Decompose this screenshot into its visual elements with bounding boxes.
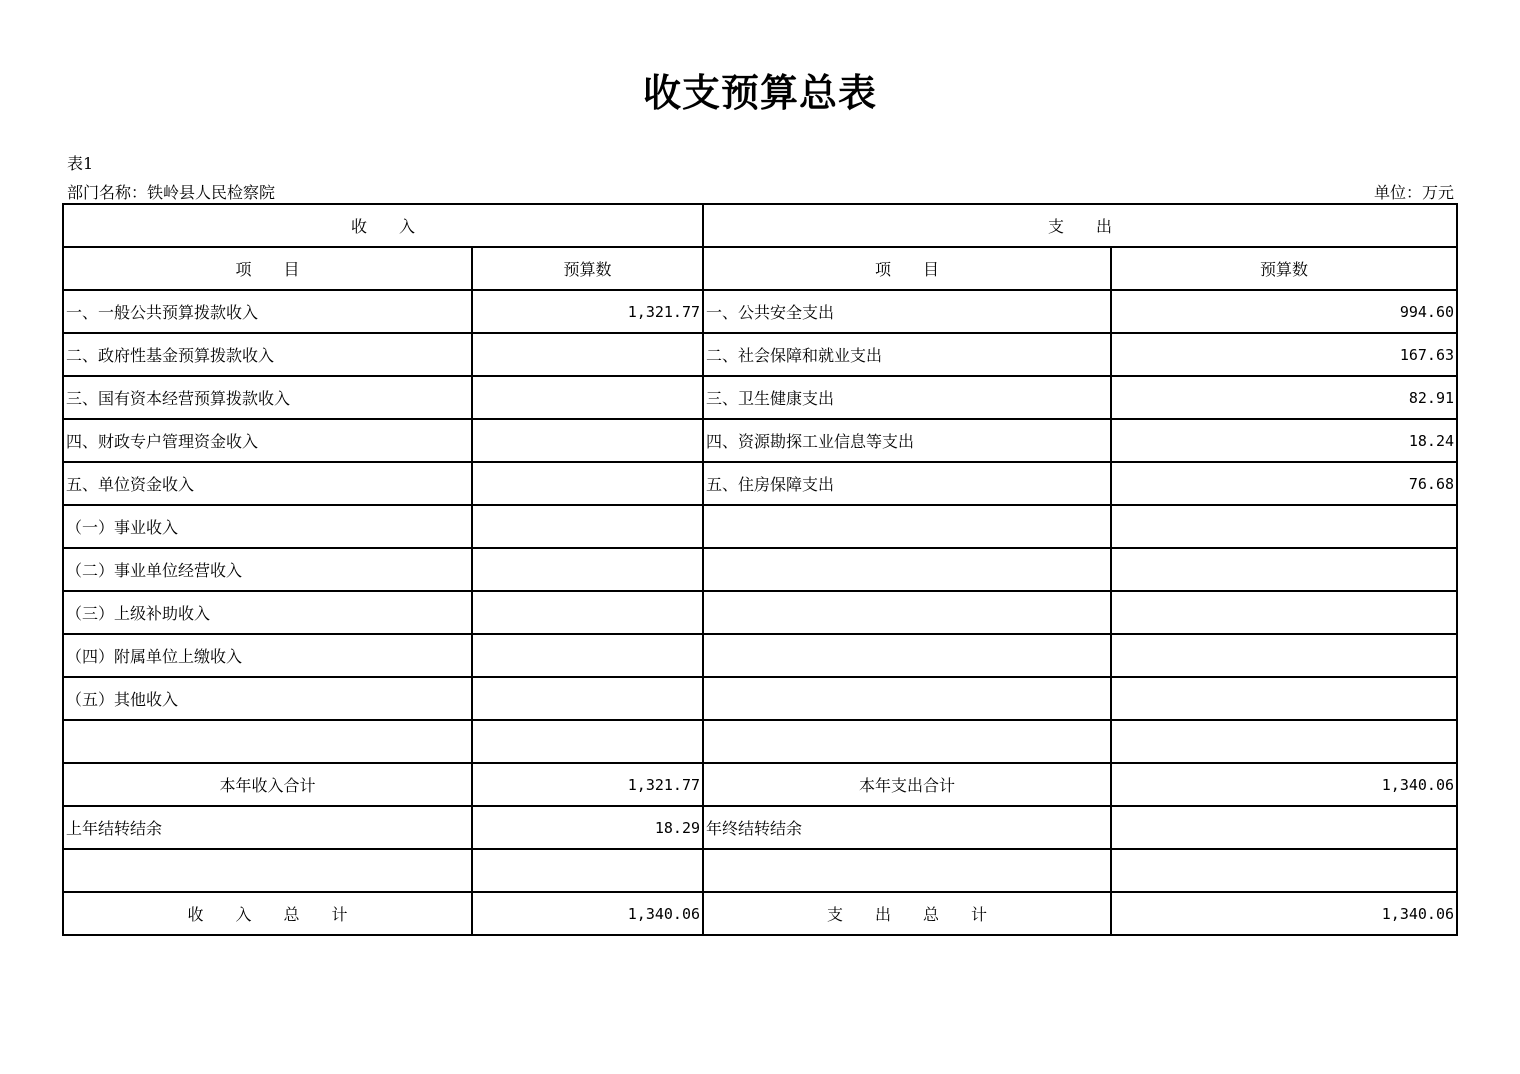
table-row-4 [63, 419, 1457, 462]
expense-item-cell [703, 591, 1111, 634]
expense-value-cell [1111, 677, 1457, 720]
expense-item-cell [703, 720, 1111, 763]
income-item-cell: 上年结转结余 [63, 806, 472, 849]
income-value-cell [472, 505, 703, 548]
income-item-cell: （四）附属单位上缴收入 [63, 634, 472, 677]
expense-item-cell: 年终结转结余 [703, 806, 1111, 849]
income-item-cell: （三）上级补助收入 [63, 591, 472, 634]
income-item-cell: 四、财政专户管理资金收入 [63, 419, 472, 462]
income-value-cell [472, 333, 703, 376]
income-budget-header: 预算数 [472, 247, 703, 290]
expense-value-cell: 167.63 [1111, 333, 1457, 376]
income-item-cell: 三、国有资本经营预算拨款收入 [63, 376, 472, 419]
income-value-cell: 1,321.77 [472, 290, 703, 333]
expense-budget-header: 预算数 [1111, 247, 1457, 290]
table-row-11 [63, 720, 1457, 763]
income-value-cell [472, 677, 703, 720]
income-header: 收 入 [63, 204, 703, 247]
table-row-blank [63, 849, 1457, 892]
department-name: 部门名称：铁岭县人民检察院 [67, 183, 276, 202]
expense-item-header: 项 目 [703, 247, 1111, 290]
expense-value-cell: 82.91 [1111, 376, 1457, 419]
expense-value-cell: 1,340.06 [1111, 892, 1457, 935]
unit-label: 单位：万元 [1373, 183, 1454, 202]
income-value-cell [472, 720, 703, 763]
income-item-cell: 一、一般公共预算拨款收入 [63, 290, 472, 333]
income-item-cell: 收 入 总 计 [63, 892, 472, 935]
expense-value-cell [1111, 806, 1457, 849]
income-item-cell: （五）其他收入 [63, 677, 472, 720]
expense-header: 支 出 [703, 204, 1457, 247]
expense-item-cell [703, 677, 1111, 720]
expense-value-cell [1111, 720, 1457, 763]
table-row-1 [63, 290, 1457, 333]
expense-item-cell [703, 505, 1111, 548]
table-row-10 [63, 677, 1457, 720]
income-item-cell: （二）事业单位经营收入 [63, 548, 472, 591]
expense-value-cell [1111, 548, 1457, 591]
expense-item-cell: 二、社会保障和就业支出 [703, 333, 1111, 376]
section-header-row [63, 204, 1457, 247]
income-value-cell: 18.29 [472, 806, 703, 849]
expense-value-cell [1111, 849, 1457, 892]
income-item-cell [63, 720, 472, 763]
income-item-cell: 二、政府性基金预算拨款收入 [63, 333, 472, 376]
table-number: 表1 [67, 154, 94, 173]
income-item-cell: 本年收入合计 [63, 763, 472, 806]
table-row-5 [63, 462, 1457, 505]
page-title: 收支预算总表 [642, 70, 877, 115]
income-item-cell [63, 849, 472, 892]
income-item-cell: 五、单位资金收入 [63, 462, 472, 505]
expense-item-cell: 四、资源勘探工业信息等支出 [703, 419, 1111, 462]
income-value-cell [472, 591, 703, 634]
expense-value-cell: 18.24 [1111, 419, 1457, 462]
expense-item-cell: 三、卫生健康支出 [703, 376, 1111, 419]
expense-item-cell: 一、公共安全支出 [703, 290, 1111, 333]
income-value-cell [472, 849, 703, 892]
expense-item-cell: 支 出 总 计 [703, 892, 1111, 935]
expense-item-cell: 本年支出合计 [703, 763, 1111, 806]
budget-table [62, 203, 1458, 936]
column-header-row [63, 247, 1457, 290]
income-value-cell [472, 548, 703, 591]
expense-value-cell [1111, 591, 1457, 634]
table-row-6 [63, 505, 1457, 548]
table-row-total [63, 892, 1457, 935]
expense-value-cell [1111, 634, 1457, 677]
expense-item-cell [703, 849, 1111, 892]
income-value-cell [472, 419, 703, 462]
table-row-2 [63, 333, 1457, 376]
expense-value-cell: 76.68 [1111, 462, 1457, 505]
table-row-9 [63, 634, 1457, 677]
income-value-cell [472, 634, 703, 677]
income-value-cell: 1,340.06 [472, 892, 703, 935]
income-value-cell [472, 376, 703, 419]
income-item-header: 项 目 [63, 247, 472, 290]
expense-item-cell: 五、住房保障支出 [703, 462, 1111, 505]
table-row-8 [63, 591, 1457, 634]
expense-value-cell: 994.60 [1111, 290, 1457, 333]
expense-value-cell: 1,340.06 [1111, 763, 1457, 806]
table-row-7 [63, 548, 1457, 591]
table-row-3 [63, 376, 1457, 419]
expense-value-cell [1111, 505, 1457, 548]
expense-item-cell [703, 548, 1111, 591]
expense-item-cell [703, 634, 1111, 677]
income-value-cell: 1,321.77 [472, 763, 703, 806]
income-item-cell: （一）事业收入 [63, 505, 472, 548]
table-row-subtotal [63, 763, 1457, 806]
table-row-carry [63, 806, 1457, 849]
income-value-cell [472, 462, 703, 505]
